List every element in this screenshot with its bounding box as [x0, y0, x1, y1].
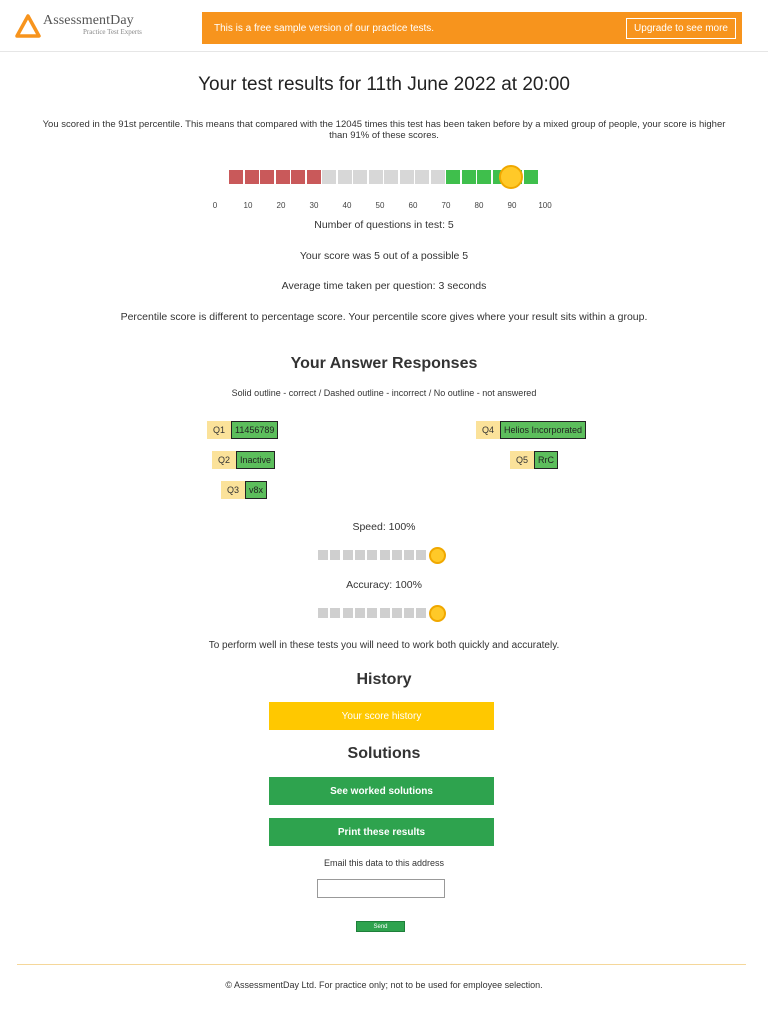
responses-legend: Solid outline - correct / Dashed outline - incorrect / No outline - not answered [231, 388, 537, 398]
answer-value: Helios Incorporated [500, 421, 586, 439]
accuracy-segment [318, 608, 328, 618]
speed-segment [355, 550, 365, 560]
speed-segment [380, 550, 390, 560]
logo-triangle-icon [15, 14, 41, 38]
email-label: Email this data to this address [323, 858, 445, 868]
sample-banner [202, 12, 742, 44]
percentile-tick: 100 [538, 201, 552, 210]
percentile-description: You scored in the 91st percentile. This means that compared with the 12045 times this test has been taken before by a mixed group of people, your score is higher than 91% of these scores. [42, 119, 726, 141]
question-label: Q1 [207, 421, 231, 439]
percentile-note: Percentile score is different to percentage score. Your percentile score gives where your result sits within a group. [120, 311, 648, 323]
percentile-segment [431, 170, 445, 184]
tagline: To perform well in these tests you will need to work both quickly and accurately. [208, 640, 560, 651]
answer-value: 11456789 [231, 421, 278, 439]
solutions-title: Solutions [347, 745, 421, 762]
percentile-segment [462, 170, 476, 184]
accuracy-segment [380, 608, 390, 618]
answer-q1 [207, 421, 278, 439]
speed-segment [416, 550, 426, 560]
percentile-tick: 70 [441, 201, 451, 210]
banner-text: This is a free sample version of our practice tests. [214, 22, 435, 34]
speed-marker [429, 547, 446, 564]
accuracy-segment [392, 608, 402, 618]
percentile-segment [229, 170, 243, 184]
footer-divider [17, 964, 746, 965]
percentile-tick: 10 [243, 201, 253, 210]
send-button[interactable]: Send [356, 921, 405, 932]
percentile-axis [200, 201, 570, 213]
speed-segment [367, 550, 377, 560]
answer-value: v8x [245, 481, 267, 499]
percentile-segment [446, 170, 460, 184]
accuracy-segment [343, 608, 353, 618]
percentile-tick: 40 [342, 201, 352, 210]
percentile-tick: 50 [375, 201, 385, 210]
footer-text: © AssessmentDay Ltd. For practice only; not to be used for employee selection. [225, 980, 543, 990]
speed-segment [404, 550, 414, 560]
percentile-tick: 90 [507, 201, 517, 210]
percentile-segment [415, 170, 429, 184]
worked-solutions-button[interactable]: See worked solutions [269, 777, 494, 805]
history-title: History [356, 671, 412, 688]
percentile-marker [499, 165, 523, 189]
score-text: Your score was 5 out of a possible 5 [299, 250, 469, 262]
percentile-segment [369, 170, 383, 184]
question-label: Q5 [510, 451, 534, 469]
header [0, 0, 768, 52]
answer-q4 [476, 421, 586, 439]
percentile-segment [477, 170, 491, 184]
print-results-button[interactable]: Print these results [269, 818, 494, 846]
accuracy-segment [355, 608, 365, 618]
accuracy-segment [404, 608, 414, 618]
percentile-segment [384, 170, 398, 184]
average-time-text: Average time taken per question: 3 seconds [281, 280, 487, 292]
score-history-button[interactable]: Your score history [269, 702, 494, 730]
answer-q3 [221, 481, 267, 499]
percentile-segment [276, 170, 290, 184]
accuracy-segment [367, 608, 377, 618]
accuracy-marker [429, 605, 446, 622]
percentile-segment [400, 170, 414, 184]
speed-segment [330, 550, 340, 560]
answer-value: Inactive [236, 451, 275, 469]
speed-segment [392, 550, 402, 560]
email-input[interactable] [317, 879, 445, 898]
page-title: Your test results for 11th June 2022 at 20:00 [198, 74, 570, 95]
percentile-segment [338, 170, 352, 184]
percentile-segment [291, 170, 305, 184]
percentile-segment [245, 170, 259, 184]
accuracy-segment [330, 608, 340, 618]
questions-count: Number of questions in test: 5 [314, 219, 454, 231]
percentile-segment [322, 170, 336, 184]
upgrade-button[interactable]: Upgrade to see more [626, 18, 736, 39]
percentile-tick: 30 [309, 201, 319, 210]
percentile-tick: 0 [212, 201, 218, 210]
logo[interactable] [15, 14, 142, 38]
logo-name: AssessmentDay [43, 13, 134, 28]
percentile-tick: 20 [276, 201, 286, 210]
speed-segment [318, 550, 328, 560]
responses-title: Your Answer Responses [290, 355, 478, 372]
question-label: Q4 [476, 421, 500, 439]
accuracy-segment [416, 608, 426, 618]
speed-label: Speed: 100% [352, 521, 416, 533]
question-label: Q2 [212, 451, 236, 469]
speed-segment [343, 550, 353, 560]
percentile-segment [260, 170, 274, 184]
percentile-segment [353, 170, 367, 184]
percentile-tick: 60 [408, 201, 418, 210]
logo-tagline: Practice Test Experts [83, 28, 142, 36]
answer-value: RrC [534, 451, 558, 469]
percentile-segment [524, 170, 538, 184]
percentile-tick: 80 [474, 201, 484, 210]
question-label: Q3 [221, 481, 245, 499]
accuracy-label: Accuracy: 100% [346, 579, 422, 591]
answer-q5 [510, 451, 558, 469]
percentile-segment [307, 170, 321, 184]
answer-q2 [212, 451, 275, 469]
